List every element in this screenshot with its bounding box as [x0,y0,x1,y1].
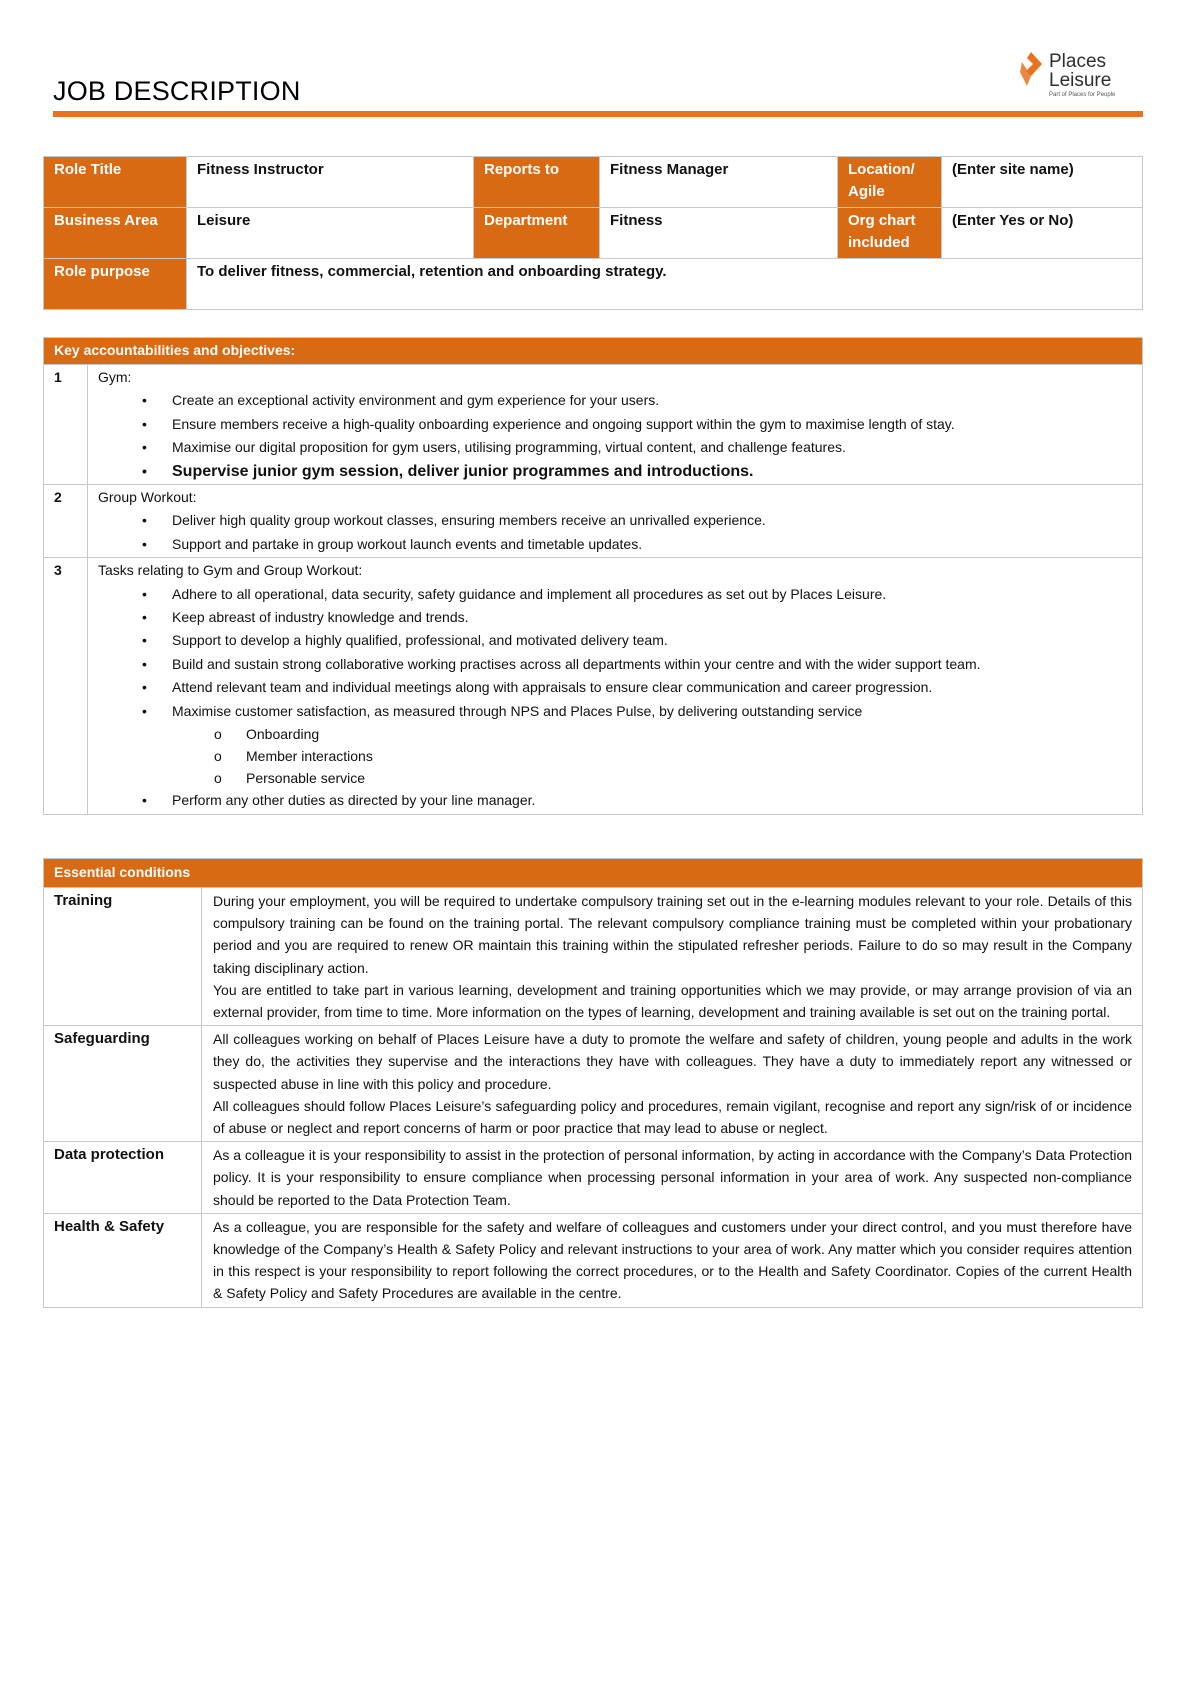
info-row [44,157,1143,208]
essential-conditions-table [43,858,1143,1308]
essential-conditions-heading: Essential conditions [44,859,1143,888]
section-number: 2 [44,485,88,558]
list-item: • Support and partake in group workout launch events and timetable updates. [98,533,1132,556]
logo-mark-icon [1017,50,1045,90]
section-title: Group Workout: [98,489,197,506]
business-area-value: Leisure [187,208,474,259]
role-purpose-label: Role purpose [44,259,187,310]
sub-list-item: o Member interactions [98,745,1132,767]
list-item: • Support to develop a highly qualified, professional, and motivated delivery team. [98,629,1132,652]
role-title-label: Role Title [44,157,187,208]
department-label: Department [474,208,600,259]
condition-row [44,888,1143,1026]
list-item: • Adhere to all operational, data security, safety guidance and implement all procedures as set out by Places Leisure. [98,583,1132,606]
list-item: • Attend relevant team and individual meetings along with appraisals to ensure clear communication and career progression. [98,676,1132,699]
reports-to-label: Reports to [474,157,600,208]
list-item: • Perform any other duties as directed by your line manager. [98,789,1132,812]
accountabilities-heading: Key accountabilities and objectives: [44,338,1143,365]
condition-text: All colleagues should follow Places Leisure’s safeguarding policy and procedures, remain vigilant, recognise and report any sign/risk of or incidence of abuse or neglect and report concerns of harm or poor practice that may lead to abuse or neglect. [213,1097,1133,1137]
list-item: • Ensure members receive a high-quality onboarding experience and ongoing support within the gym to maximise length of stay. [98,413,1132,436]
reports-to-value: Fitness Manager [600,157,838,208]
org-chart-label: Org chart included [838,208,942,259]
sub-list-item: o Onboarding [98,723,1132,745]
accountability-section [44,558,1143,814]
role-info-table [43,156,1143,310]
condition-text: As a colleague, you are responsible for the safety and welfare of colleagues and customers under your direct control, and you must therefore have knowledge of the Company’s Health & Safety Policy and relevant instructions to your area of work. Any matter which you consider requires attention in this respect is your responsibility to report following the correct procedures, or to the Health and Safety Coordinator. Copies of the current Health & Safety Policy and Safety Procedures are available in the centre. [213,1218,1133,1302]
info-row [44,208,1143,259]
role-purpose-value: To deliver fitness, commercial, retention and onboarding strategy. [187,259,1143,310]
role-title-value: Fitness Instructor [187,157,474,208]
info-row [44,259,1143,310]
condition-text: As a colleague it is your responsibility to assist in the protection of personal information, by acting in accordance with the Company’s Data Protection policy. It is your responsibility to ensure compliance when processing personal information in your area of work. Any suspected non-compliance should be reported to the Data Protection Team. [213,1147,1133,1208]
logo-text-places: Places [1049,51,1107,72]
condition-row [44,1213,1143,1307]
section-number: 1 [44,365,88,485]
business-area-label: Business Area [44,208,187,259]
org-chart-value: (Enter Yes or No) [942,208,1143,259]
section-number: 3 [44,558,88,814]
condition-label: Data protection [44,1142,202,1214]
condition-label: Safeguarding [44,1026,202,1142]
list-item: • Maximise customer satisfaction, as measured through NPS and Places Pulse, by delivering outstanding service [98,700,1132,723]
logo-text-leisure: Leisure [1049,70,1112,91]
list-item: • Deliver high quality group workout classes, ensuring members receive an unrivalled experience. [98,509,1132,532]
list-item: • Create an exceptional activity environment and gym experience for your users. [98,389,1132,412]
list-item: • Build and sustain strong collaborative working practises across all departments within your centre and with the wider support team. [98,653,1132,676]
list-item: • Supervise junior gym session, deliver junior programmes and introductions. [98,460,1132,483]
logo-tagline: Part of Places for People [1049,92,1116,98]
condition-label: Training [44,888,202,1026]
condition-row [44,1026,1143,1142]
places-leisure-logo [1015,48,1145,108]
accountability-section [44,485,1143,558]
location-value: (Enter site name) [942,157,1143,208]
location-label: Location/ Agile [838,157,942,208]
accountabilities-table [43,337,1143,815]
page-title: JOB DESCRIPTION [53,76,301,106]
department-value: Fitness [600,208,838,259]
list-item: • Maximise our digital proposition for gym users, utilising programming, virtual content, and challenge features. [98,436,1132,459]
list-item: • Keep abreast of industry knowledge and trends. [98,606,1132,629]
condition-label: Health & Safety [44,1213,202,1307]
sub-list-item: o Personable service [98,767,1132,789]
accountability-section [44,365,1143,485]
condition-text: You are entitled to take part in various learning, development and training opportunities which we may provide, or may arrange provision of via an external provider, from time to time. More information on the types of learning, development and training available is set out on the training portal. [213,981,1133,1021]
condition-text: All colleagues working on behalf of Places Leisure have a duty to promote the welfare and safety of children, young people and adults in the work they do, the activities they supervise and the interactions they have with colleagues. They have a duty to immediately report any witnessed or suspected abuse in line with this policy and procedure. [213,1031,1133,1092]
condition-row [44,1142,1143,1214]
section-title: Gym: [98,369,132,385]
section-title: Tasks relating to Gym and Group Workout: [98,562,363,579]
header-rule [53,111,1143,117]
condition-text: During your employment, you will be required to undertake compulsory training set out in the e-learning modules relevant to your role. Details of this compulsory training can be found on the training portal. The relevant compulsory compliance training must be completed within your probationary period and you are required to renew OR maintain this training within the stipulated refresher periods. Failure to do so may result in the Company taking disciplinary action. [213,893,1133,976]
